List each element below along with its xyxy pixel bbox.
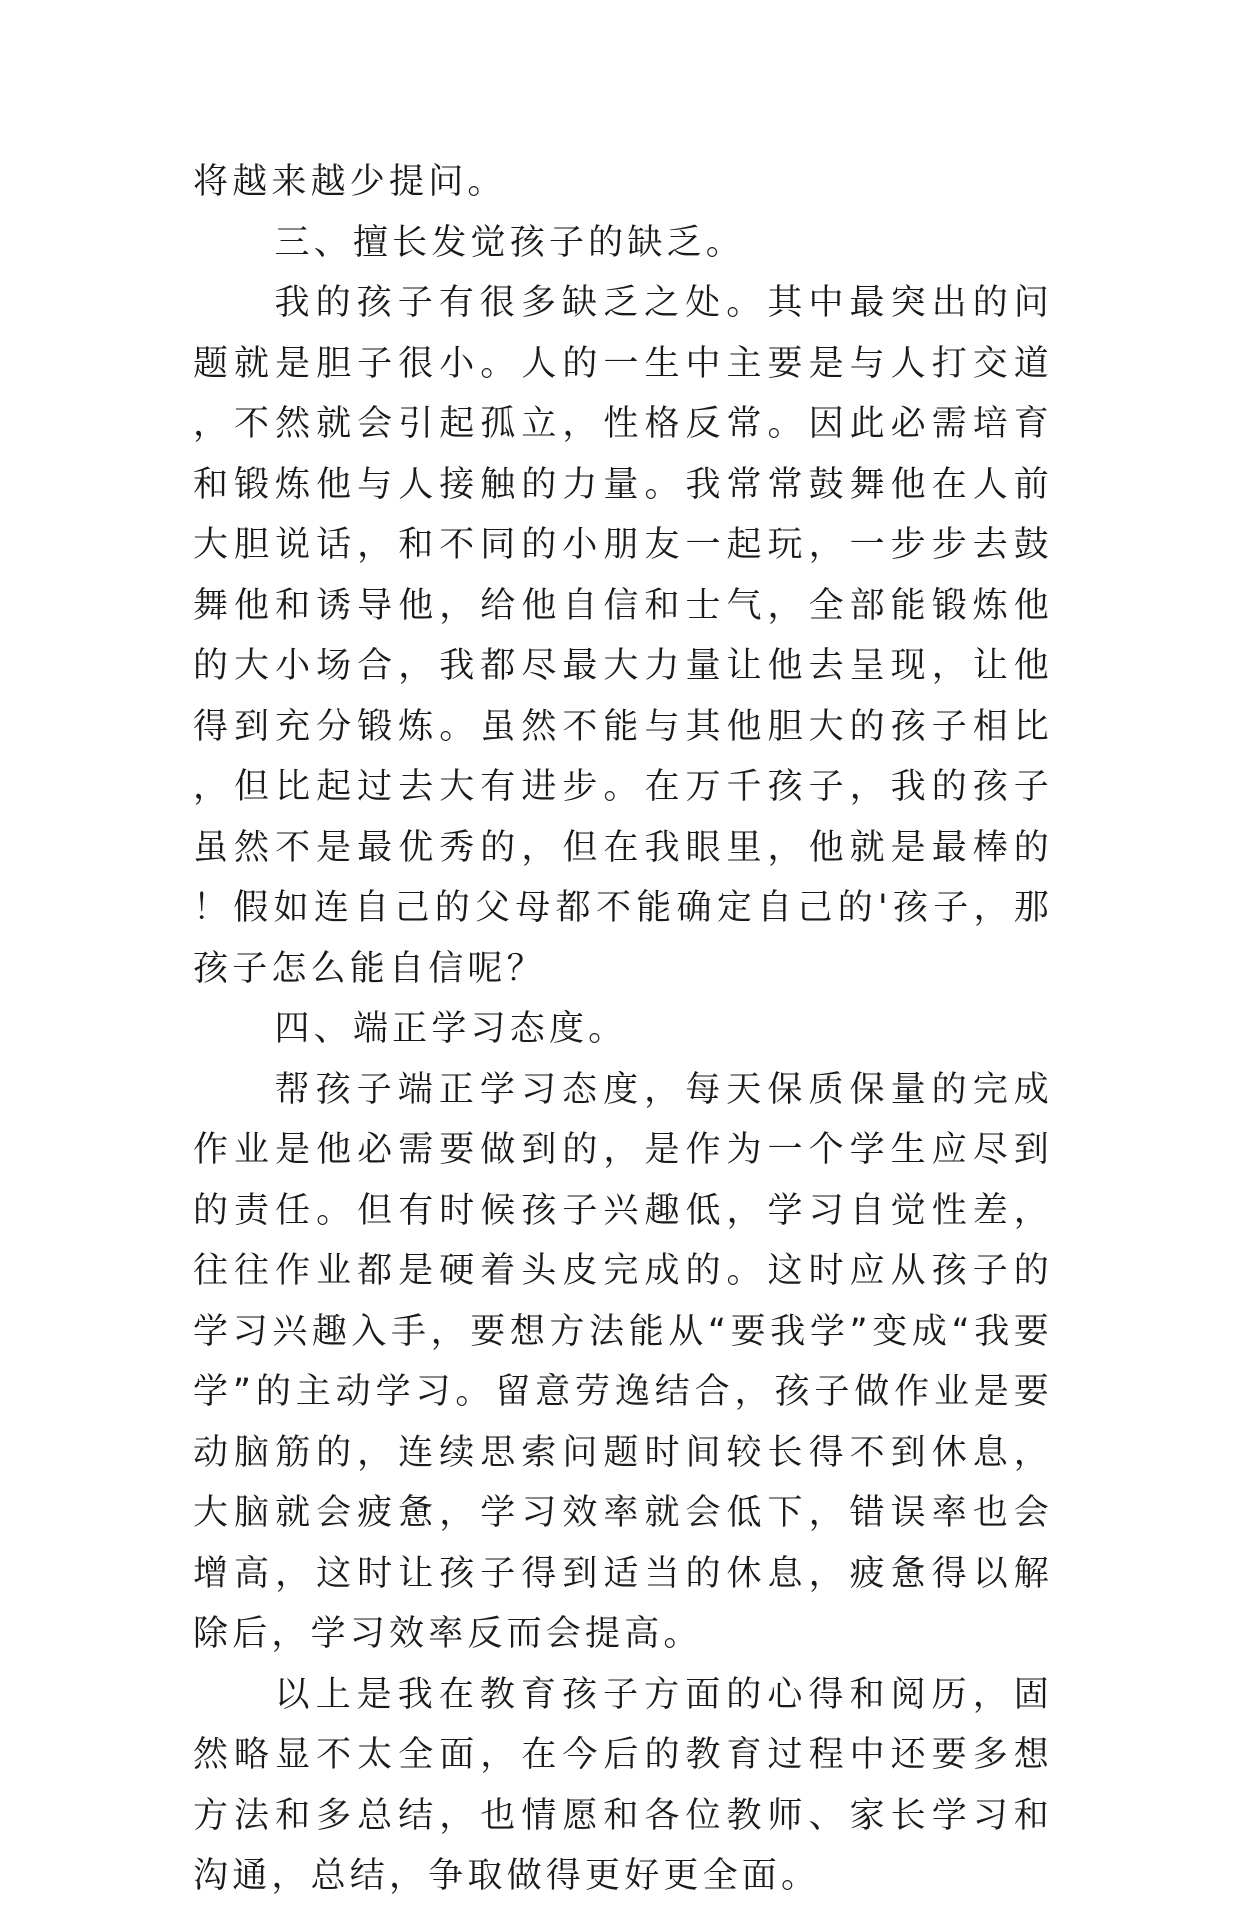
section-heading-3: 三、擅长发觉孩子的缺乏。 [274,222,745,263]
document-body [193,152,1053,1907]
paragraph-conclusion: 以上是我在教育孩子方面的心得和阅历，固然略显不太全面，在今后的教育过程中还要多想方法和多总结，也情愿和各位教师、家长学习和沟通，总结，争取做得更好更全面。 [193,1674,1053,1896]
paragraph-body: 帮孩子端正学习态度，每天保质保量的完成作业是他必需要做到的，是作为一个学生应尽到的责任。但有时候孩子兴趣低，学习自觉性差，往往作业都是硬着头皮完成的。这时应从孩子的学习兴趣入手，要想方法能从“要我学”变成“我要学”的主动学习。留意劳逸结合，孩子做作业是要动脑筋的，连续思索问题时间较长得不到休息，大脑就会疲惫，学习效率就会低下，错误率也会增高，这时让孩子得到适当的休息，疲惫得以解除后，学习效率反而会提高。 [193,1069,1053,1654]
paragraph-continuation: 将越来越少提问。 [193,162,507,202]
section-heading-4: 四、端正学习态度。 [274,1009,628,1049]
paragraph-body: 我的孩子有很多缺乏之处。其中最突出的问题就是胆子很小。人的一生中主要是与人打交道，不然就会引起孤立，性格反常。因此必需培育和锻炼他与人接触的力量。我常常鼓舞他在人前大胆说话，和不同的小朋友一起玩，一步步去鼓舞他和诱导他，给他自信和士气，全部能锻炼他的大小场合，我都尽最大力量让他去呈现，让他得到充分锻炼。虽然不能与其他胆大的孩子相比，但比起过去大有进步。在万千孩子，我的孩子虽然不是最优秀的，但在我眼里，他就是最棒的！假如连自己的父母都不能确定自己的'孩子，那孩子怎么能自信呢？ [193,283,1053,989]
